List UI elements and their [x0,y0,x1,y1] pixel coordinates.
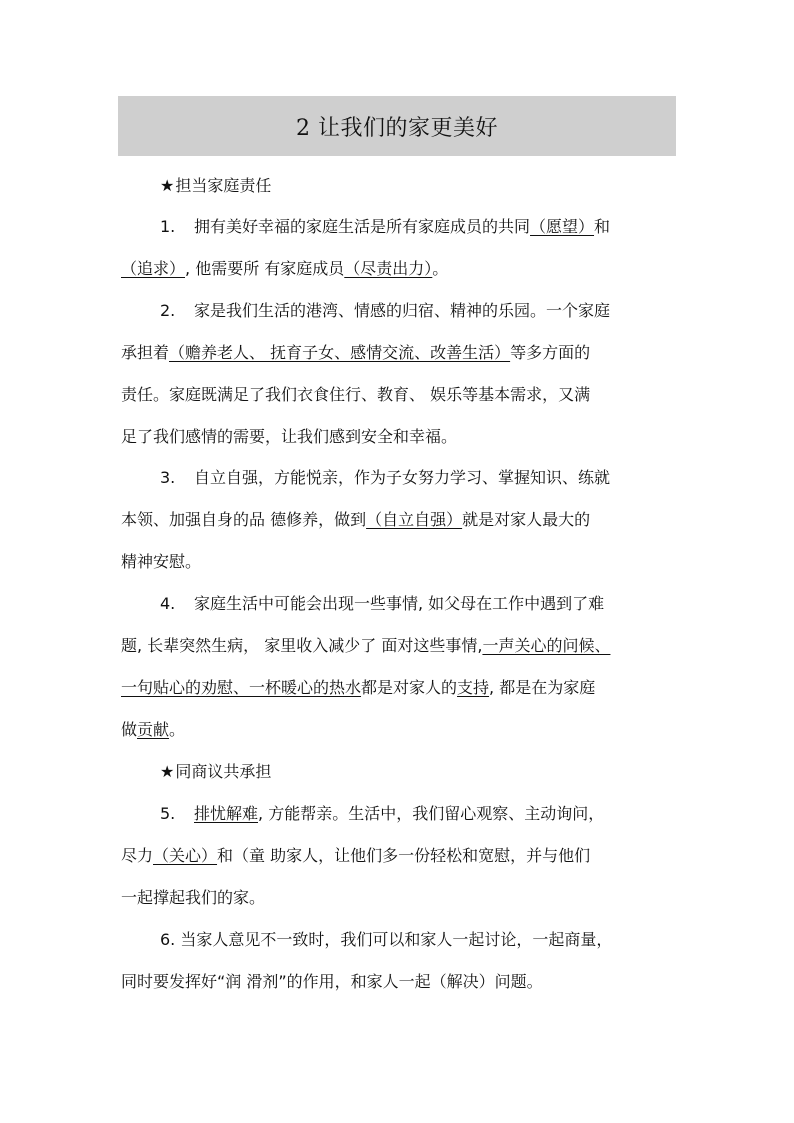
text-span: 。 [169,720,186,739]
text-span: 题, 长辈突然生病， 家里收入减少了 面对这些事情, [121,636,483,655]
answer-blank: 一句贴心的劝慰、一杯暖心的热水 [121,678,362,697]
answer-blank: 贡献 [137,720,170,739]
answer-blank: 排忧解难 [194,804,259,823]
paragraph-3-line-3: 精神安慰。 [121,552,202,571]
text-span: 家是我们生活的港湾、情感的归宿、精神的乐园。一个家庭 [194,301,611,320]
paragraph-6-line-2: 同时要发挥好“润 滑剂”的作用，和家人一起（解决）问题。 [121,972,543,991]
text-span: 和 [594,217,611,236]
paragraph-1-line-2 [121,258,448,280]
text-span: , 他需要所 有家庭成员 [185,259,345,278]
text-span: 等多方面的 [510,343,591,362]
paragraph-4-line-2 [121,635,610,657]
paragraph-6-line-1: 6. 当家人意见不一致时，我们可以和家人一起讨论，一起商量， [160,930,613,949]
paragraph-5-line-2 [121,845,590,867]
section-heading-2 [160,761,271,783]
text-span: 。 [432,259,449,278]
paragraph-3-line-1 [160,467,610,489]
answer-blank: （自立自强） [366,510,463,529]
paragraph-4-line-3 [121,677,595,699]
answer-blank: 支持 [457,678,490,697]
paragraph-4-line-1 [160,593,604,615]
star-icon: ★ [160,762,175,781]
text-span: 做 [121,720,138,739]
page-title: 2 让我们的家更美好 [296,115,498,141]
text-span: , 都是在为家庭 [489,678,596,697]
answer-blank: 一声关心的问候、 [482,636,611,655]
answer-blank: （愿望） [530,217,595,236]
paragraph-2-line-2 [121,342,590,364]
title-banner [118,96,676,156]
star-icon: ★ [160,176,175,195]
paragraph-5-line-3: 一起撑起我们的家。 [121,888,266,907]
text-span: 自立自强，方能悦亲，作为子女努力学习、掌握知识、练就 [194,468,611,487]
section-heading-1 [160,175,271,197]
text-span: 就是对家人最大的 [462,510,591,529]
text-span: 承担着 [121,343,170,362]
item-number: 5. [160,804,176,823]
paragraph-3-line-2 [121,509,590,531]
answer-blank: （赡养老人、 抚育子女、感情交流、改善生活） [169,343,511,362]
section-heading-text: 担当家庭责任 [175,176,272,195]
paragraph-2-line-4: 足了我们感情的需要，让我们感到安全和幸福。 [121,427,458,446]
text-span: 尽力 [121,846,154,865]
paragraph-2-line-1 [160,300,610,322]
item-number: 4. [160,594,176,613]
text-span: 本领、加强自身的品 德修养，做到 [121,510,367,529]
text-span: 都是对家人的 [361,678,458,697]
answer-blank: （追求） [121,259,186,278]
text-span: 和（童 助家人，让他们多一份轻松和宽慰，并与他们 [217,846,591,865]
text-span: , 方能帮亲。生活中，我们留心观察、主动询问， [258,804,605,823]
paragraph-5-line-1 [160,803,604,825]
answer-blank: （尽责出力） [344,259,433,278]
text-span: 拥有美好幸福的家庭生活是所有家庭成员的共同 [194,217,531,236]
answer-blank: （关心） [153,846,218,865]
paragraph-1-line-1 [160,216,610,238]
paragraph-2-line-3: 责任。家庭既满足了我们衣食住行、教育、 娱乐等基本需求，又满 [121,385,591,404]
item-number: 2. [160,301,176,320]
text-span: 家庭生活中可能会出现一些事情, 如父母在工作中遇到了难 [194,594,605,613]
item-number: 3. [160,468,176,487]
paragraph-4-line-4 [121,719,185,741]
section-heading-text: 同商议共承担 [175,762,272,781]
item-number: 1. [160,217,176,236]
